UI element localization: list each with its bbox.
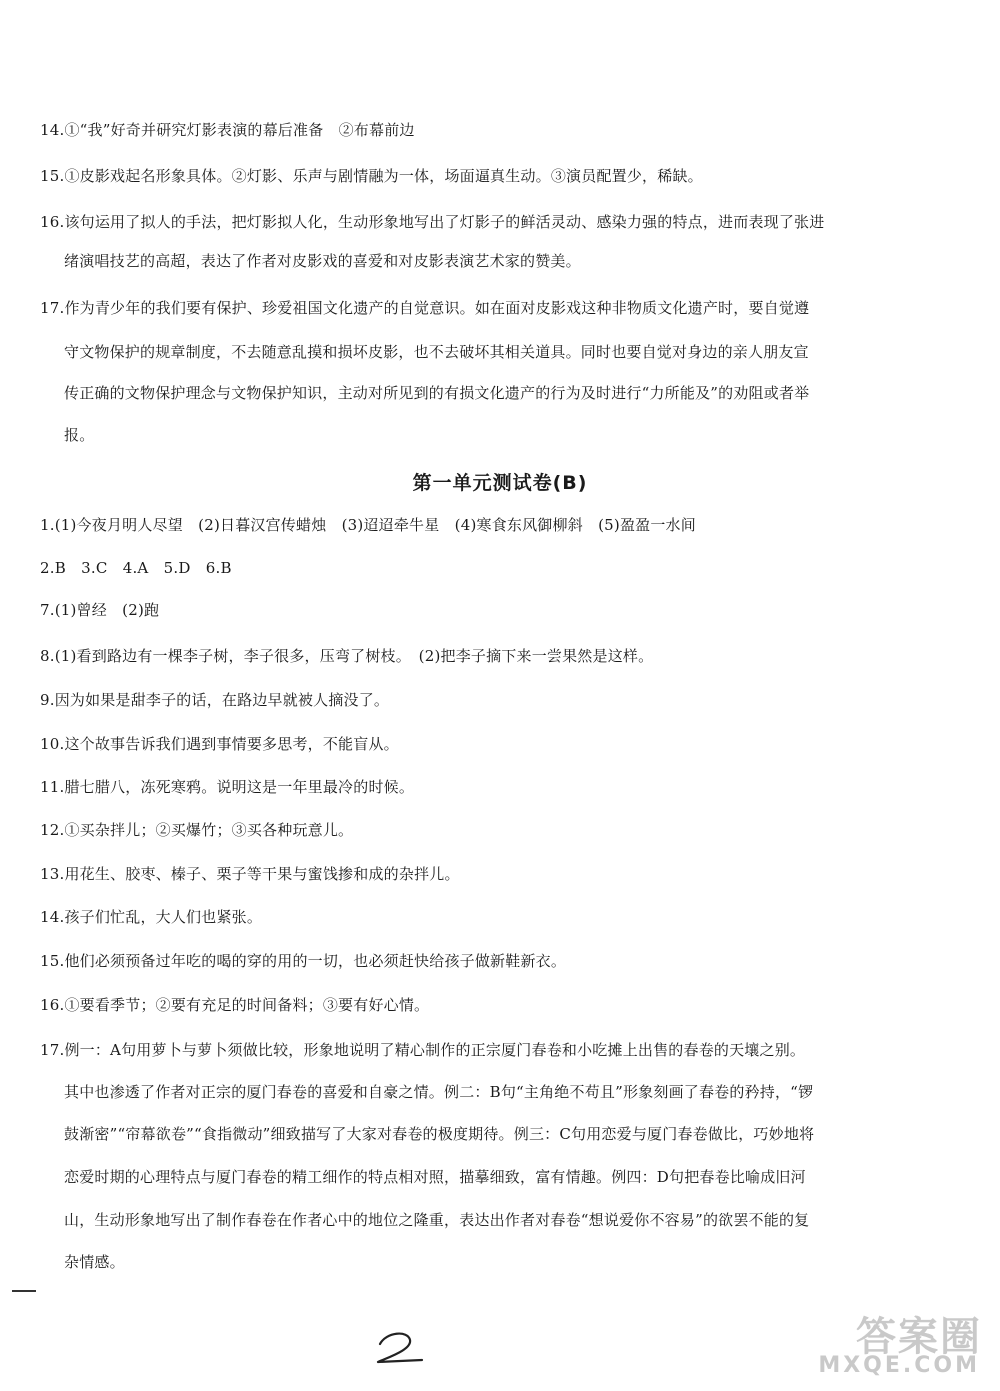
page-number — [372, 1328, 432, 1368]
answer-b-13: 13.用花生、胶枣、榛子、栗子等干果与蜜饯掺和成的杂拌儿。 — [40, 865, 460, 883]
answer-b-16: 16.①要看季节；②要有充足的时间备料；③要有好心情。 — [40, 996, 430, 1014]
watermark — [816, 1305, 986, 1383]
answer-b-2-6: 2.B 3.C 4.A 5.D 6.B — [40, 559, 232, 577]
handwritten-2-icon — [372, 1328, 432, 1368]
answer-17-line-1: 17.作为青少年的我们要有保护、珍爱祖国文化遗产的自觉意识。如在面对皮影戏这种非物质文化遗产时，要自觉遵 — [40, 299, 810, 317]
answer-17-line-4: 报。 — [64, 426, 95, 444]
answer-b-12: 12.①买杂拌儿；②买爆竹；③买各种玩意儿。 — [40, 821, 354, 839]
answer-b-17-line-2: 其中也渗透了作者对正宗的厦门春卷的喜爱和自豪之情。例二：B句“主角绝不苟且”形象刻画了春卷的矜持，“锣 — [64, 1083, 814, 1101]
answer-17-line-3: 传正确的文物保护理念与文物保护知识，主动对所见到的有损文化遗产的行为及时进行“力所能及”的劝阻或者举 — [64, 384, 810, 402]
answer-b-17-line-4: 恋爱时期的心理特点与厦门春卷的精工细作的特点相对照，描摹细致，富有情趣。例四：D句把春卷比喻成旧河 — [64, 1168, 806, 1186]
answer-15: 15.①皮影戏起名形象具体。②灯影、乐声与剧情融为一体，场面逼真生动。③演员配置少，稀缺。 — [40, 167, 703, 185]
answer-b-7: 7.(1)曾经 (2)跑 — [40, 601, 160, 619]
section-title: 第一单元测试卷(B) — [412, 472, 588, 494]
answer-b-1: 1.(1)今夜月明人尽望 (2)日暮汉宫传蜡烛 (3)迢迢牵牛星 (4)寒食东风御柳斜 (5)盈盈一水间 — [40, 516, 696, 534]
answer-16-line-1: 16.该句运用了拟人的手法，把灯影拟人化，生动形象地写出了灯影子的鲜活灵动、感染力强的特点，进而表现了张进 — [40, 213, 825, 231]
answer-b-10: 10.这个故事告诉我们遇到事情要多思考，不能盲从。 — [40, 735, 399, 753]
watermark-cn: 答案圈 — [856, 1314, 982, 1360]
answer-b-17-line-3: 鼓渐密”“帘幕欲卷”“食指微动”细致描写了大家对春卷的极度期待。例三：C句用恋爱与厦门春卷做比，巧妙地将 — [64, 1125, 815, 1143]
answer-b-11: 11.腊七腊八，冻死寒鸦。说明这是一年里最冷的时候。 — [40, 778, 415, 796]
answer-b-15: 15.他们必须预备过年吃的喝的穿的用的一切，也必须赶快给孩子做新鞋新衣。 — [40, 952, 567, 970]
answer-17-line-2: 守文物保护的规章制度，不去随意乱摸和损坏皮影，也不去破坏其相关道具。同时也要自觉对身边的亲人朋友宣 — [64, 343, 809, 361]
answer-16-line-2: 绪演唱技艺的高超，表达了作者对皮影戏的喜爱和对皮影表演艺术家的赞美。 — [64, 252, 581, 270]
answer-b-17-line-5: 山，生动形象地写出了制作春卷在作者心中的地位之隆重，表达出作者对春卷“想说爱你不容易”的欲罢不能的复 — [64, 1211, 810, 1229]
watermark-en: MXQE.COM — [818, 1353, 980, 1378]
answer-b-8: 8.(1)看到路边有一棵李子树，李子很多，压弯了树枝。 (2)把李子摘下来一尝果然是这样。 — [40, 647, 654, 665]
margin-mark — [12, 1290, 36, 1292]
answer-b-17-line-1: 17.例一：A句用萝卜与萝卜须做比较，形象地说明了精心制作的正宗厦门春卷和小吃摊上出售的春卷的天壤之别。 — [40, 1041, 806, 1059]
answer-14: 14.①“我”好奇并研究灯影表演的幕后准备 ②布幕前边 — [40, 121, 415, 139]
answer-b-17-line-6: 杂情感。 — [64, 1253, 125, 1271]
answer-b-9: 9.因为如果是甜李子的话，在路边早就被人摘没了。 — [40, 691, 390, 709]
answer-b-14: 14.孩子们忙乱，大人们也紧张。 — [40, 908, 263, 926]
